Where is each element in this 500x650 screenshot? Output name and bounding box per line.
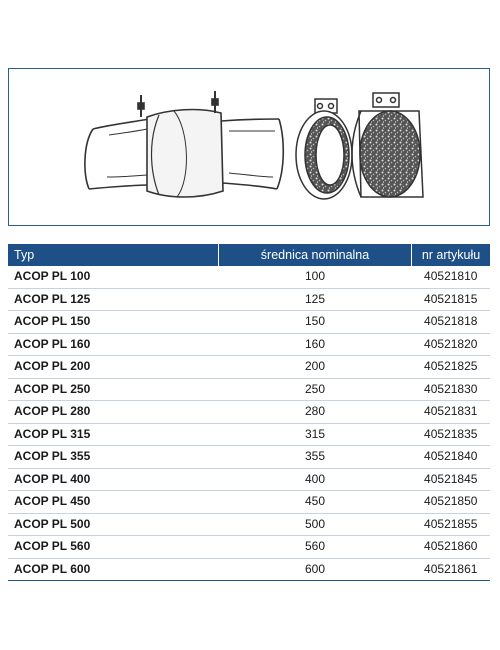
product-table: [8, 244, 490, 581]
cell-nominal-diameter: 450: [219, 491, 412, 514]
column-header-nominal-diameter: średnica nominalna: [219, 244, 412, 266]
cell-article-number: 40521831: [412, 401, 491, 424]
cell-article-number: 40521855: [412, 513, 491, 536]
cell-article-number: 40521835: [412, 423, 491, 446]
column-header-article-number: nr artykułu: [412, 244, 491, 266]
cell-nominal-diameter: 160: [219, 333, 412, 356]
table-row: [8, 423, 490, 446]
cell-article-number: 40521845: [412, 468, 491, 491]
cell-type: ACOP PL 100: [8, 266, 219, 288]
product-illustration: [9, 69, 489, 225]
cell-nominal-diameter: 280: [219, 401, 412, 424]
table-row: [8, 558, 490, 581]
cell-nominal-diameter: 250: [219, 378, 412, 401]
cell-article-number: 40521860: [412, 536, 491, 559]
cell-article-number: 40521861: [412, 558, 491, 581]
cell-type: ACOP PL 125: [8, 288, 219, 311]
cell-nominal-diameter: 500: [219, 513, 412, 536]
collar-drawing-1: [296, 99, 352, 199]
cell-nominal-diameter: 100: [219, 266, 412, 288]
table-row: [8, 446, 490, 469]
table-row: [8, 536, 490, 559]
cell-article-number: 40521840: [412, 446, 491, 469]
cell-type: ACOP PL 450: [8, 491, 219, 514]
table-row: [8, 333, 490, 356]
table-body: [8, 266, 490, 581]
column-header-type: Typ: [8, 244, 219, 266]
cell-nominal-diameter: 355: [219, 446, 412, 469]
cell-type: ACOP PL 280: [8, 401, 219, 424]
cell-article-number: 40521830: [412, 378, 491, 401]
cell-type: ACOP PL 400: [8, 468, 219, 491]
table-row: [8, 378, 490, 401]
cell-type: ACOP PL 600: [8, 558, 219, 581]
cell-nominal-diameter: 315: [219, 423, 412, 446]
cell-article-number: 40521820: [412, 333, 491, 356]
cell-type: ACOP PL 355: [8, 446, 219, 469]
cell-article-number: 40521825: [412, 356, 491, 379]
table-row: [8, 468, 490, 491]
cell-article-number: 40521815: [412, 288, 491, 311]
cell-type: ACOP PL 160: [8, 333, 219, 356]
cell-nominal-diameter: 560: [219, 536, 412, 559]
table-row: [8, 266, 490, 288]
cell-nominal-diameter: 200: [219, 356, 412, 379]
cell-article-number: 40521818: [412, 311, 491, 334]
table-row: [8, 288, 490, 311]
collar-drawing-2: [352, 93, 423, 197]
table-row: [8, 311, 490, 334]
cell-type: ACOP PL 500: [8, 513, 219, 536]
table-row: [8, 513, 490, 536]
cell-type: ACOP PL 315: [8, 423, 219, 446]
cell-type: ACOP PL 560: [8, 536, 219, 559]
table-row: [8, 401, 490, 424]
table-header-row: [8, 244, 490, 266]
table-row: [8, 491, 490, 514]
product-illustration-frame: [8, 68, 490, 226]
cell-nominal-diameter: 400: [219, 468, 412, 491]
cell-type: ACOP PL 150: [8, 311, 219, 334]
cell-nominal-diameter: 600: [219, 558, 412, 581]
cell-nominal-diameter: 125: [219, 288, 412, 311]
cell-article-number: 40521850: [412, 491, 491, 514]
cell-type: ACOP PL 200: [8, 356, 219, 379]
cell-nominal-diameter: 150: [219, 311, 412, 334]
table-row: [8, 356, 490, 379]
cell-type: ACOP PL 250: [8, 378, 219, 401]
pipe-drawing: [85, 91, 283, 197]
cell-article-number: 40521810: [412, 266, 491, 288]
